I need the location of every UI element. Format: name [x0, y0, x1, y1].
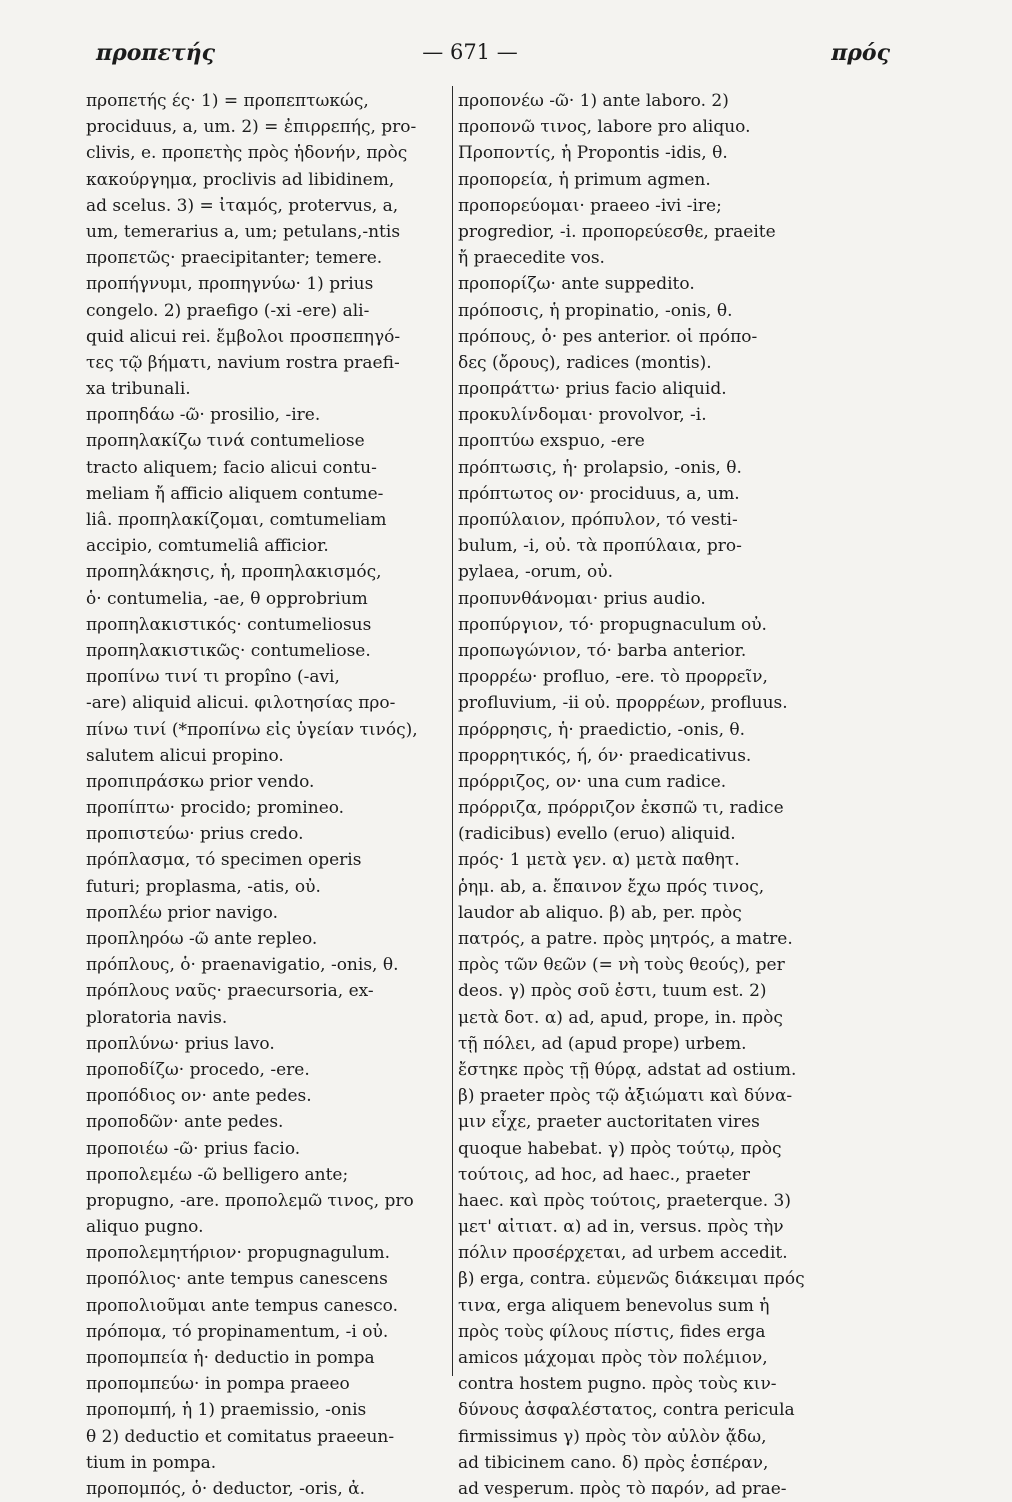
dictionary-line: προπορεύομαι· praeeo -ivi -ire;: [458, 195, 722, 216]
dictionary-line: προπιστεύω· prius credo.: [86, 824, 304, 845]
dictionary-line: -are) aliquid alicui. φιλοτησίας προ-: [86, 693, 396, 714]
dictionary-line: clivis, e. προπετὴς πρὸς ἡδονήν, πρὸς: [86, 143, 408, 164]
dictionary-line: προπομπεία ἡ· deductio in pompa: [86, 1348, 375, 1368]
dictionary-line: προπηλάκησις, ἡ, προπηλακισμός,: [86, 562, 382, 583]
dictionary-line: πρόπους, ὁ· pes anterior. οἱ πρόπο-: [458, 326, 758, 347]
dictionary-line: πρὸς τοὺς φίλους πίστις, fides erga: [458, 1321, 766, 1342]
dictionary-line: progredior, -i. προπορεύεσθε, praeite: [458, 221, 776, 242]
dictionary-line: contra hostem pugno. πρὸς τοὺς κιν-: [458, 1374, 777, 1395]
dictionary-line: προπομπεύω· in pompa praeeo: [86, 1374, 350, 1395]
dictionary-line: πρόπλους, ὁ· praenavigatio, -onis, θ.: [86, 955, 399, 976]
dictionary-line: tracto aliquem; facio alicui contu-: [86, 457, 377, 478]
dictionary-line: (radicibus) evello (eruo) aliquid.: [458, 824, 736, 845]
dictionary-line: προρρέω· profluo, -ere. τὸ προρρεῖν,: [458, 667, 768, 688]
dictionary-line: ῥημ. ab, a. ἔπαινον ἔχω πρός τινος,: [458, 876, 765, 897]
dictionary-line: πρὸς τῶν θεῶν (= νὴ τοὺς θεούς), per: [458, 955, 785, 976]
dictionary-line: um, temerarius a, um; petulans,-ntis: [86, 221, 401, 242]
dictionary-line: προπιπράσκω prior vendo.: [86, 771, 315, 792]
dictionary-line: προπράττω· prius facio aliquid.: [458, 379, 727, 400]
dictionary-line: πρόποσις, ἡ propinatio, -onis, θ.: [458, 300, 733, 321]
dictionary-line: aliquo pugno.: [86, 1217, 204, 1238]
dictionary-line: θ 2) deductio et comitatus praeeun-: [86, 1426, 395, 1447]
dictionary-line: profluvium, -ii οὐ. προρρέων, profluus.: [458, 693, 788, 714]
dictionary-line: μετὰ δοτ. α) ad, apud, prope, in. πρὸς: [458, 1007, 783, 1028]
dictionary-line: κακούργημα, proclivis ad libidinem,: [86, 169, 395, 190]
left-column: [86, 88, 448, 1502]
dictionary-line: pylaea, -orum, οὐ.: [458, 562, 614, 583]
dictionary-line: congelo. 2) praefigo (-xi -ere) ali-: [86, 300, 370, 321]
dictionary-line: quid alicui rei. ἔμβολοι προσπεπηγό-: [86, 326, 401, 347]
dictionary-line: πρόπτωτος ον· prociduus, a, um.: [458, 483, 740, 504]
dictionary-line: futuri; proplasma, -atis, οὐ.: [86, 876, 321, 897]
dictionary-line: πρόπομα, τό propinamentum, -i οὐ.: [86, 1321, 389, 1342]
dictionary-line: προρρητικός, ή, όν· praedicativus.: [458, 745, 752, 766]
dictionary-line: ὁ· contumelia, -ae, θ opprobrium: [86, 588, 368, 609]
dictionary-line: πρόρριζα, πρόρριζον ἐκσπῶ τι, radice: [458, 798, 784, 819]
dictionary-line: προπολιοῦμαι ante tempus canesco.: [86, 1295, 399, 1316]
dictionary-line: propugno, -are. προπολεμῶ τινος, pro: [86, 1190, 414, 1211]
running-head-right: πρός: [831, 40, 890, 66]
dictionary-line: προπομπή, ἡ 1) praemissio, -onis: [86, 1400, 367, 1421]
dictionary-line: liâ. προπηλακίζομαι, comtumeliam: [86, 510, 387, 530]
dictionary-line: προπορεία, ἡ primum agmen.: [458, 169, 711, 190]
dictionary-line: μετ' αἰτιατ. α) ad in, versus. πρὸς τὴν: [458, 1217, 784, 1238]
dictionary-line: πρόρρησις, ἡ· praedictio, -onis, θ.: [458, 719, 746, 740]
dictionary-line: προπηλακίζω τινά contumeliose: [86, 431, 365, 452]
dictionary-line: προπονέω -ῶ· 1) ante laboro. 2): [458, 91, 729, 111]
dictionary-line: προπονῶ τινος, labore pro aliquo.: [458, 117, 751, 138]
dictionary-line: xa tribunali.: [86, 379, 191, 400]
dictionary-line: τες τῷ βήματι, navium rostra praefi-: [86, 352, 400, 373]
dictionary-line: accipio, comtumeliâ afficior.: [86, 536, 329, 557]
dictionary-line: προπύργιον, τό· propugnaculum οὐ.: [458, 614, 767, 635]
dictionary-line: amicos μάχομαι πρὸς τὸν πολέμιον,: [458, 1348, 768, 1368]
dictionary-line: προπηλακιστικῶς· contumeliose.: [86, 640, 371, 661]
dictionary-line: προπορίζω· ante suppedito.: [458, 274, 695, 295]
dictionary-line: προπυνθάνομαι· prius audio.: [458, 588, 706, 609]
dictionary-line: προποδῶν· ante pedes.: [86, 1112, 284, 1133]
dictionary-line: haec. καὶ πρὸς τούτοις, praeterque. 3): [458, 1190, 791, 1211]
dictionary-line: προπίνω τινί τι propîno (-avi,: [86, 667, 340, 688]
dictionary-line: τούτοις, ad hoc, ad haec., praeter: [458, 1164, 751, 1185]
dictionary-line: προπολεμέω -ῶ belligero ante;: [86, 1164, 349, 1185]
dictionary-line: προποιέω -ῶ· prius facio.: [86, 1138, 301, 1159]
right-column: [458, 88, 862, 1502]
dictionary-line: προπομπός, ὁ· deductor, -oris, ἀ.: [86, 1478, 366, 1499]
dictionary-line: ad vesperum. πρὸς τὸ παρόν, ad prae-: [458, 1478, 787, 1499]
dictionary-line: προπηδάω -ῶ· prosilio, -ire.: [86, 405, 321, 426]
dictionary-line: firmissimus γ) πρὸς τὸν αὐλὸν ᾄδω,: [458, 1426, 767, 1447]
dictionary-line: προπτύω exspuo, -ere: [458, 431, 645, 452]
dictionary-line: Προποντίς, ἡ Propontis -idis, θ.: [458, 143, 728, 164]
dictionary-line: προπετής ές· 1) = προπεπτωκώς,: [86, 91, 369, 111]
dictionary-line: προπλέω prior navigo.: [86, 902, 278, 923]
dictionary-line: προπήγνυμι, προπηγνύω· 1) prius: [86, 274, 374, 295]
dictionary-line: deos. γ) πρὸς σοῦ ἐστι, tuum est. 2): [458, 981, 767, 1002]
dictionary-line: πίνω τινί (*προπίνω εἰς ὑγείαν τινός),: [86, 719, 418, 740]
dictionary-line: ἤ praecedite vos.: [458, 248, 605, 269]
dictionary-line: προπόδιος ον· ante pedes.: [86, 1086, 312, 1107]
running-head-left: προπετής: [96, 40, 216, 66]
dictionary-line: μιν εἶχε, praeter auctoritaten vires: [458, 1112, 760, 1133]
dictionary-line: δες (ὄρους), radices (montis).: [458, 352, 712, 373]
dictionary-line: ploratoria navis.: [86, 1007, 228, 1028]
dictionary-line: προπληρόω -ῶ ante repleo.: [86, 929, 318, 949]
dictionary-line: πατρός, a patre. πρὸς μητρός, a matre.: [458, 929, 793, 949]
dictionary-line: δύνους ἀσφαλέστατος, contra pericula: [458, 1400, 795, 1421]
dictionary-line: τῇ πόλει, ad (apud prope) urbem.: [458, 1033, 747, 1054]
dictionary-line: prociduus, a, um. 2) = ἐπιρρεπής, pro-: [86, 117, 417, 138]
dictionary-line: bulum, -i, οὐ. τὰ προπύλαια, pro-: [458, 536, 742, 557]
dictionary-line: salutem alicui propino.: [86, 745, 284, 766]
dictionary-line: β) erga, contra. εὐμενῶς διάκειμαι πρός: [458, 1269, 805, 1290]
dictionary-line: meliam ἤ afficio aliquem contume-: [86, 483, 384, 504]
dictionary-line: προπετῶς· praecipitanter; temere.: [86, 248, 383, 269]
page-header: [80, 40, 900, 74]
dictionary-line: πόλιν προσέρχεται, ad urbem accedit.: [458, 1243, 788, 1264]
dictionary-line: προπύλαιον, πρόπυλον, τό vesti-: [458, 510, 738, 530]
dictionary-line: πρός· 1 μετὰ γεν. α) μετὰ παθητ.: [458, 850, 740, 871]
dictionary-line: ad tibicinem cano. δ) πρὸς ἑσπέραν,: [458, 1452, 769, 1473]
dictionary-line: πρόρριζος, ον· una cum radice.: [458, 771, 727, 792]
dictionary-line: προπηλακιστικός· contumeliosus: [86, 614, 372, 635]
dictionary-line: προπόλιος· ante tempus canescens: [86, 1269, 388, 1290]
column-divider: [452, 86, 453, 1376]
dictionary-line: laudor ab aliquo. β) ab, per. πρὸς: [458, 902, 742, 923]
dictionary-line: προποδίζω· procedo, -ere.: [86, 1059, 310, 1080]
dictionary-line: προπίπτω· procido; promineo.: [86, 798, 345, 819]
dictionary-line: ad scelus. 3) = ἰταμός, protervus, a,: [86, 195, 399, 216]
dictionary-line: προκυλίνδομαι· provolvor, -i.: [458, 405, 707, 426]
dictionary-line: προπλύνω· prius lavo.: [86, 1033, 275, 1054]
dictionary-line: tium in pompa.: [86, 1452, 217, 1473]
dictionary-line: τινα, erga aliquem benevolus sum ἡ: [458, 1295, 770, 1316]
dictionary-line: προπωγώνιον, τό· barba anterior.: [458, 640, 747, 661]
dictionary-line: πρόπλους ναῦς· praecursoria, ex-: [86, 981, 374, 1002]
dictionary-line: quoque habebat. γ) πρὸς τούτῳ, πρὸς: [458, 1138, 782, 1159]
dictionary-line: προπολεμητήριον· propugnagulum.: [86, 1243, 391, 1264]
dictionary-line: ἔστηκε πρὸς τῇ θύρᾳ, adstat ad ostium.: [458, 1059, 797, 1080]
page-number: — 671 —: [422, 40, 518, 64]
dictionary-line: πρόπλασμα, τό specimen operis: [86, 850, 362, 871]
dictionary-line: β) praeter πρὸς τῷ ἀξιώματι καὶ δύνα-: [458, 1086, 793, 1107]
dictionary-line: πρόπτωσις, ἡ· prolapsio, -onis, θ.: [458, 457, 742, 478]
